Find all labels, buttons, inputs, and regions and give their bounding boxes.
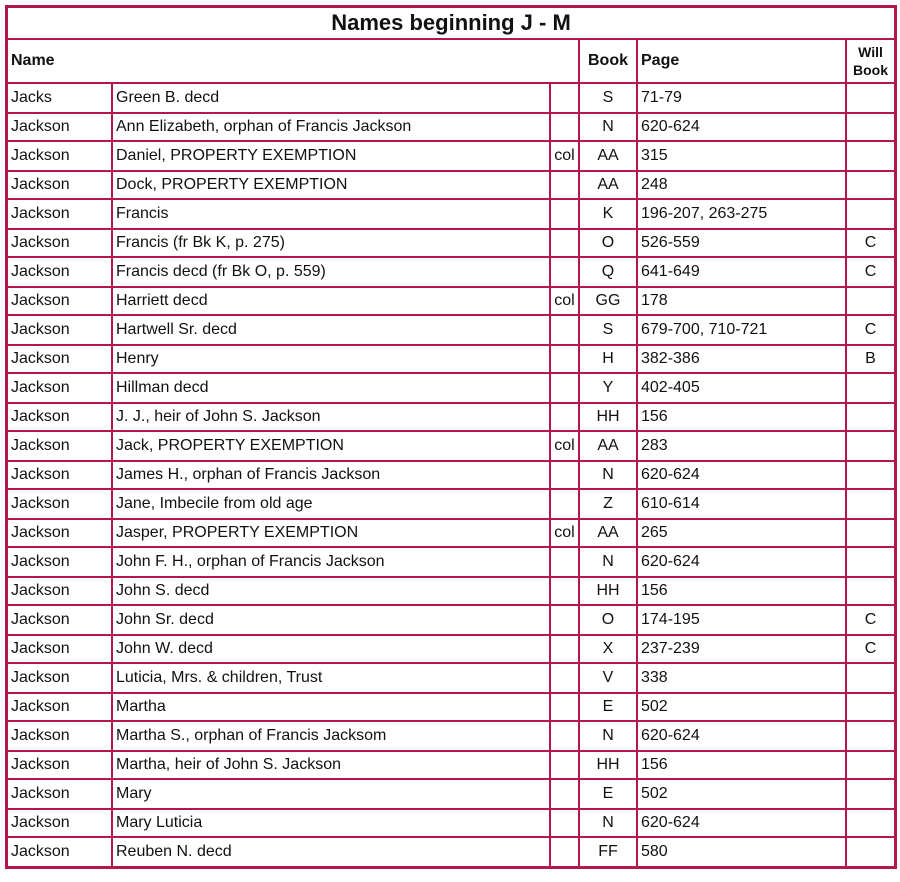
table-row [7, 605, 895, 635]
cell-book: HH [579, 751, 637, 779]
cell-will-book [846, 199, 895, 229]
cell-will-book [846, 577, 895, 605]
cell-book: N [579, 113, 637, 141]
table-row [7, 547, 895, 577]
table-row [7, 83, 895, 113]
cell-surname: Jackson [7, 315, 112, 345]
header-row [7, 39, 895, 83]
cell-col-marker [550, 547, 579, 577]
cell-page: 156 [637, 751, 846, 779]
cell-given-name: J. J., heir of John S. Jackson [112, 403, 550, 431]
table-row [7, 141, 895, 171]
cell-book: AA [579, 141, 637, 171]
cell-given-name: Martha, heir of John S. Jackson [112, 751, 550, 779]
cell-surname: Jackson [7, 287, 112, 315]
cell-col-marker [550, 779, 579, 809]
cell-col-marker [550, 605, 579, 635]
cell-surname: Jackson [7, 751, 112, 779]
table-row [7, 431, 895, 461]
cell-page: 679-700, 710-721 [637, 315, 846, 345]
cell-will-book [846, 461, 895, 489]
cell-book: S [579, 315, 637, 345]
cell-book: V [579, 663, 637, 693]
cell-col-marker [550, 663, 579, 693]
cell-will-book: C [846, 315, 895, 345]
cell-col-marker [550, 257, 579, 287]
cell-book: E [579, 693, 637, 721]
cell-col-marker [550, 489, 579, 519]
cell-book: S [579, 83, 637, 113]
cell-given-name: John F. H., orphan of Francis Jackson [112, 547, 550, 577]
cell-will-book [846, 373, 895, 403]
names-index-table [5, 5, 897, 869]
cell-given-name: Daniel, PROPERTY EXEMPTION [112, 141, 550, 171]
cell-book: FF [579, 837, 637, 867]
cell-given-name: Martha S., orphan of Francis Jacksom [112, 721, 550, 751]
cell-given-name: Francis [112, 199, 550, 229]
table-row [7, 721, 895, 751]
cell-given-name: Martha [112, 693, 550, 721]
cell-will-book: C [846, 635, 895, 663]
header-will-book [846, 39, 895, 83]
table-row [7, 809, 895, 837]
cell-book: N [579, 809, 637, 837]
cell-given-name: Green B. decd [112, 83, 550, 113]
cell-col-marker [550, 577, 579, 605]
cell-surname: Jackson [7, 431, 112, 461]
cell-surname: Jackson [7, 663, 112, 693]
cell-surname: Jackson [7, 141, 112, 171]
table-row [7, 171, 895, 199]
cell-page: 178 [637, 287, 846, 315]
table-row [7, 345, 895, 373]
cell-given-name: John Sr. decd [112, 605, 550, 635]
cell-book: H [579, 345, 637, 373]
table-row [7, 373, 895, 403]
cell-col-marker [550, 171, 579, 199]
cell-given-name: Dock, PROPERTY EXEMPTION [112, 171, 550, 199]
cell-page: 265 [637, 519, 846, 547]
cell-page: 580 [637, 837, 846, 867]
table-title: Names beginning J - M [7, 7, 895, 39]
table-row [7, 519, 895, 547]
cell-given-name: Harriett decd [112, 287, 550, 315]
cell-page: 620-624 [637, 809, 846, 837]
cell-will-book: C [846, 229, 895, 257]
table-row [7, 315, 895, 345]
cell-col-marker [550, 721, 579, 751]
table-row [7, 779, 895, 809]
cell-page: 248 [637, 171, 846, 199]
cell-will-book [846, 809, 895, 837]
cell-given-name: Mary [112, 779, 550, 809]
cell-given-name: Ann Elizabeth, orphan of Francis Jackson [112, 113, 550, 141]
cell-given-name: Francis (fr Bk K, p. 275) [112, 229, 550, 257]
header-will-line1: Will [858, 44, 883, 60]
cell-will-book [846, 519, 895, 547]
cell-surname: Jackson [7, 605, 112, 635]
cell-will-book: B [846, 345, 895, 373]
table-row [7, 751, 895, 779]
cell-surname: Jackson [7, 779, 112, 809]
cell-will-book [846, 547, 895, 577]
cell-page: 502 [637, 693, 846, 721]
cell-will-book [846, 287, 895, 315]
cell-will-book [846, 779, 895, 809]
cell-col-marker [550, 693, 579, 721]
cell-surname: Jackson [7, 635, 112, 663]
cell-page: 71-79 [637, 83, 846, 113]
cell-page: 283 [637, 431, 846, 461]
table-row [7, 229, 895, 257]
cell-book: HH [579, 403, 637, 431]
cell-book: Z [579, 489, 637, 519]
cell-given-name: Reuben N. decd [112, 837, 550, 867]
cell-page: 526-559 [637, 229, 846, 257]
cell-surname: Jackson [7, 373, 112, 403]
cell-given-name: John W. decd [112, 635, 550, 663]
cell-will-book [846, 141, 895, 171]
cell-col-marker [550, 229, 579, 257]
cell-col-marker [550, 199, 579, 229]
cell-will-book [846, 113, 895, 141]
cell-page: 620-624 [637, 113, 846, 141]
table-body [7, 83, 895, 867]
cell-given-name: Luticia, Mrs. & children, Trust [112, 663, 550, 693]
cell-col-marker [550, 809, 579, 837]
header-will-line2: Book [853, 62, 888, 78]
cell-col-marker [550, 315, 579, 345]
table-row [7, 461, 895, 489]
cell-will-book [846, 171, 895, 199]
cell-col-marker [550, 837, 579, 867]
table-row [7, 287, 895, 315]
cell-given-name: Jack, PROPERTY EXEMPTION [112, 431, 550, 461]
cell-will-book [846, 403, 895, 431]
cell-page: 402-405 [637, 373, 846, 403]
cell-page: 641-649 [637, 257, 846, 287]
header-page: Page [637, 39, 846, 83]
cell-col-marker [550, 461, 579, 489]
cell-surname: Jackson [7, 547, 112, 577]
cell-col-marker: col [550, 519, 579, 547]
cell-page: 315 [637, 141, 846, 171]
cell-book: HH [579, 577, 637, 605]
cell-will-book [846, 837, 895, 867]
cell-given-name: Jane, Imbecile from old age [112, 489, 550, 519]
cell-surname: Jackson [7, 693, 112, 721]
cell-page: 156 [637, 577, 846, 605]
cell-col-marker: col [550, 431, 579, 461]
cell-given-name: Jasper, PROPERTY EXEMPTION [112, 519, 550, 547]
cell-surname: Jackson [7, 809, 112, 837]
cell-given-name: Hillman decd [112, 373, 550, 403]
cell-given-name: Henry [112, 345, 550, 373]
cell-book: O [579, 605, 637, 635]
cell-surname: Jackson [7, 199, 112, 229]
cell-col-marker [550, 83, 579, 113]
cell-col-marker [550, 373, 579, 403]
cell-book: Y [579, 373, 637, 403]
cell-given-name: James H., orphan of Francis Jackson [112, 461, 550, 489]
cell-book: Q [579, 257, 637, 287]
cell-surname: Jackson [7, 461, 112, 489]
cell-page: 502 [637, 779, 846, 809]
table-row [7, 693, 895, 721]
cell-surname: Jackson [7, 257, 112, 287]
table-row [7, 837, 895, 867]
cell-page: 237-239 [637, 635, 846, 663]
cell-will-book [846, 751, 895, 779]
cell-book: N [579, 721, 637, 751]
cell-will-book [846, 721, 895, 751]
cell-page: 620-624 [637, 721, 846, 751]
cell-will-book: C [846, 257, 895, 287]
cell-book: AA [579, 431, 637, 461]
cell-book: AA [579, 171, 637, 199]
cell-will-book [846, 663, 895, 693]
cell-surname: Jackson [7, 403, 112, 431]
cell-book: GG [579, 287, 637, 315]
cell-col-marker [550, 345, 579, 373]
cell-surname: Jackson [7, 577, 112, 605]
cell-surname: Jackson [7, 171, 112, 199]
cell-page: 610-614 [637, 489, 846, 519]
cell-col-marker: col [550, 287, 579, 315]
cell-given-name: Hartwell Sr. decd [112, 315, 550, 345]
table-row [7, 257, 895, 287]
cell-col-marker [550, 403, 579, 431]
table-row [7, 635, 895, 663]
cell-will-book [846, 693, 895, 721]
cell-page: 174-195 [637, 605, 846, 635]
cell-surname: Jackson [7, 519, 112, 547]
header-name: Name [7, 39, 579, 83]
cell-page: 620-624 [637, 547, 846, 577]
cell-will-book: C [846, 605, 895, 635]
table-row [7, 199, 895, 229]
cell-book: E [579, 779, 637, 809]
cell-col-marker: col [550, 141, 579, 171]
cell-will-book [846, 489, 895, 519]
cell-given-name: Francis decd (fr Bk O, p. 559) [112, 257, 550, 287]
cell-given-name: John S. decd [112, 577, 550, 605]
cell-will-book [846, 83, 895, 113]
header-book: Book [579, 39, 637, 83]
index-table-container [5, 5, 897, 869]
cell-book: X [579, 635, 637, 663]
cell-page: 338 [637, 663, 846, 693]
table-row [7, 113, 895, 141]
cell-book: K [579, 199, 637, 229]
cell-surname: Jacks [7, 83, 112, 113]
cell-book: AA [579, 519, 637, 547]
cell-page: 156 [637, 403, 846, 431]
cell-col-marker [550, 635, 579, 663]
cell-book: N [579, 547, 637, 577]
cell-will-book [846, 431, 895, 461]
cell-col-marker [550, 751, 579, 779]
cell-surname: Jackson [7, 345, 112, 373]
table-row [7, 577, 895, 605]
table-row [7, 403, 895, 431]
cell-surname: Jackson [7, 837, 112, 867]
table-row [7, 663, 895, 693]
cell-surname: Jackson [7, 489, 112, 519]
cell-page: 382-386 [637, 345, 846, 373]
cell-surname: Jackson [7, 721, 112, 751]
cell-surname: Jackson [7, 113, 112, 141]
table-row [7, 489, 895, 519]
cell-surname: Jackson [7, 229, 112, 257]
cell-col-marker [550, 113, 579, 141]
cell-book: O [579, 229, 637, 257]
cell-given-name: Mary Luticia [112, 809, 550, 837]
cell-page: 196-207, 263-275 [637, 199, 846, 229]
cell-book: N [579, 461, 637, 489]
cell-page: 620-624 [637, 461, 846, 489]
